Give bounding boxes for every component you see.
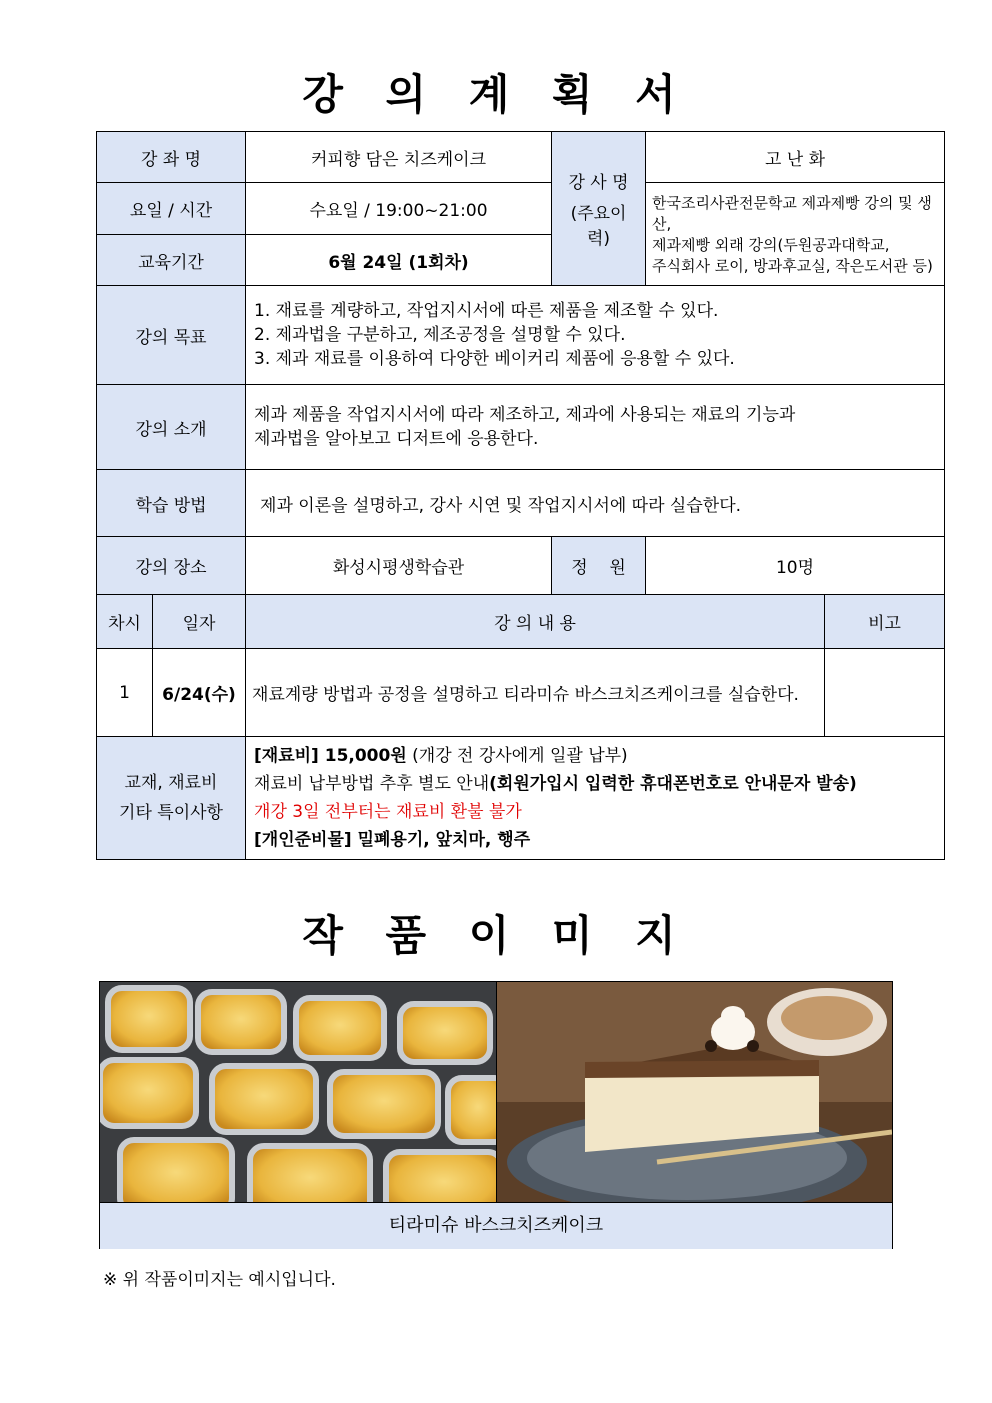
course-period: 6월 24일 (1회차) <box>246 235 552 286</box>
instructor-name: 고 난 화 <box>646 132 945 183</box>
fee-text: [재료비] 15,000원 <box>254 746 407 766</box>
fee-note: (개강 전 강사에게 일괄 납부) <box>406 746 628 766</box>
schedule-date: 6/24(수) <box>153 649 246 737</box>
col-header-content: 강 의 내 용 <box>246 595 825 649</box>
instructor-label <box>552 132 646 286</box>
intro-text <box>246 385 945 470</box>
instructor-label-line2: (주요이력) <box>570 204 627 249</box>
course-time: 수요일 / 19:00~21:00 <box>246 183 552 235</box>
materials-details <box>246 737 945 860</box>
instructor-history <box>646 183 945 286</box>
intro-line: 제과 제품을 작업지시서에 따라 제조하고, 제과에 사용되는 재료의 기능과 <box>254 405 796 425</box>
footnote: ※ 위 작품이미지는 예시입니다. <box>103 1270 336 1290</box>
materials-label-line2: 기타 특이사항 <box>119 803 223 823</box>
capacity-label: 정 원 <box>552 537 646 595</box>
method-label: 학습 방법 <box>97 470 246 537</box>
materials-label <box>97 737 246 860</box>
gallery-title: 작 품 이 미 지 <box>302 911 690 960</box>
intro-line: 제과법을 알아보고 디저트에 응용한다. <box>254 429 539 449</box>
payment-text: 재료비 납부방법 추후 별도 안내 <box>254 774 490 794</box>
gallery-caption: 티라미슈 바스크치즈케이크 <box>100 1202 892 1249</box>
course-place: 화성시평생학습관 <box>246 537 552 595</box>
time-label: 요일 / 시간 <box>97 183 246 235</box>
course-name: 커피향 담은 치즈케이크 <box>246 132 552 183</box>
goal-item: 3. 제과 재료를 이용하여 다양한 베이커리 제품에 응용할 수 있다. <box>254 349 735 369</box>
col-header-date: 일자 <box>153 595 246 649</box>
course-plan-table <box>96 131 945 860</box>
history-line-1: 한국조리사관전문학교 제과제빵 강의 및 생산, <box>652 194 932 233</box>
document-title: 강 의 계 획 서 <box>302 70 690 119</box>
materials-label-line1: 교재, 재료비 <box>124 773 218 793</box>
col-header-session: 차시 <box>97 595 153 649</box>
prep-items: [개인준비물] 밀폐용기, 앞치마, 행주 <box>254 830 531 850</box>
tiramisu-cheesecake-image <box>497 982 892 1202</box>
schedule-session: 1 <box>97 649 153 737</box>
course-capacity: 10명 <box>646 537 945 595</box>
history-line-3: 주식회사 로이, 방과후교실, 작은도서관 등) <box>652 257 933 275</box>
intro-label: 강의 소개 <box>97 385 246 470</box>
product-gallery <box>99 981 893 1249</box>
schedule-note <box>825 649 945 737</box>
place-label: 강의 장소 <box>97 537 246 595</box>
payment-note: (회원가입시 입력한 휴대폰번호로 안내문자 발송) <box>489 774 857 794</box>
instructor-label-line1: 강 사 명 <box>568 173 629 193</box>
history-line-2: 제과제빵 외래 강의(두원공과대학교, <box>652 236 890 254</box>
schedule-content: 재료계량 방법과 공정을 설명하고 티라미슈 바스크치즈케이크를 실습한다. <box>246 649 825 737</box>
period-label: 교육기간 <box>97 235 246 286</box>
cheesecake-trays-image <box>100 982 497 1202</box>
goal-item: 1. 재료를 계량하고, 작업지시서에 따른 제품을 제조할 수 있다. <box>254 301 719 321</box>
course-name-label: 강 좌 명 <box>97 132 246 183</box>
goal-item: 2. 제과법을 구분하고, 제조공정을 설명할 수 있다. <box>254 325 626 345</box>
col-header-note: 비고 <box>825 595 945 649</box>
refund-warning: 개강 3일 전부터는 재료비 환불 불가 <box>254 802 522 822</box>
goal-label: 강의 목표 <box>97 286 246 385</box>
method-text: 제과 이론을 설명하고, 강사 시연 및 작업지시서에 따라 실습한다. <box>246 470 945 537</box>
goals-list <box>246 286 945 385</box>
